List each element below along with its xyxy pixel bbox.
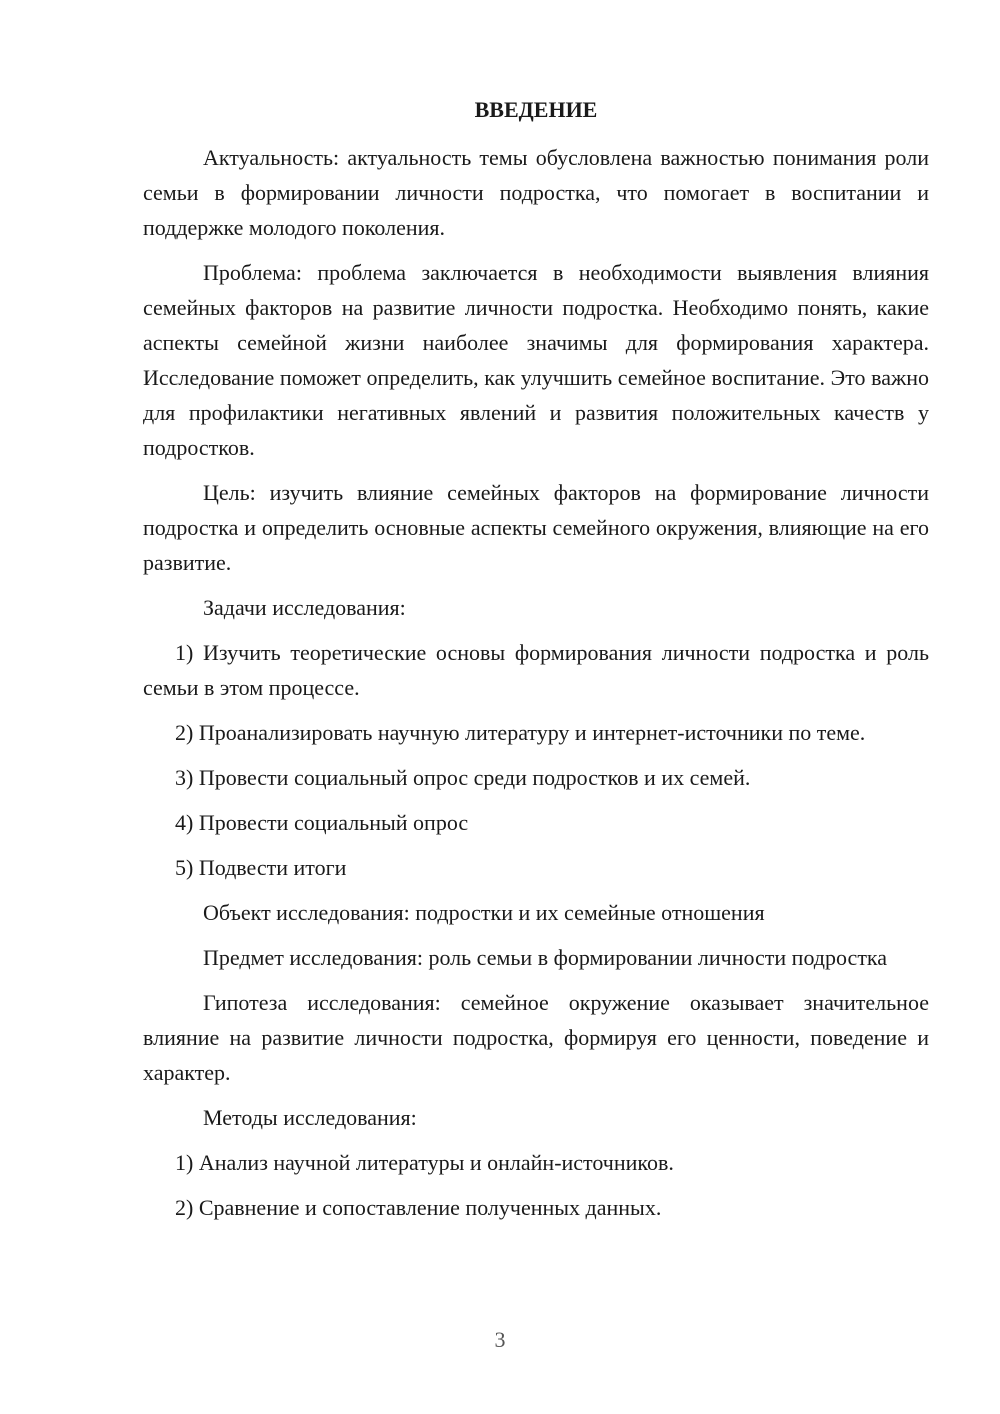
- page-content: [143, 92, 929, 1235]
- list-item: 5) Подвести итоги: [175, 855, 347, 880]
- paragraph-methods-heading: Методы исследования:: [203, 1105, 417, 1130]
- list-item: 1) Изучить теоретические основы формирования личности подростка и роль семьи в этом процессе.: [143, 640, 929, 700]
- section-title: ВВЕДЕНИЕ: [474, 97, 598, 122]
- paragraph-object: Объект исследования: подростки и их семейные отношения: [203, 900, 765, 925]
- list-item: 2) Сравнение и сопоставление полученных данных.: [175, 1195, 662, 1220]
- list-item: 2) Проанализировать научную литературу и интернет-источники по теме.: [175, 720, 866, 745]
- paragraph-goal: Цель: изучить влияние семейных факторов на формирование личности подростка и определить основные аспекты семейного окружения, влияющие на его развитие.: [143, 480, 929, 575]
- list-item: 4) Провести социальный опрос: [175, 810, 469, 835]
- paragraph-problem: Проблема: проблема заключается в необходимости выявления влияния семейных факторов на развитие личности подростка. Необходимо понять, какие аспекты семейной жизни наиболее значимы для формирования характера. Исследование поможет определить, как улучшить семейное воспитание. Это важно для профилактики негативных явлений и развития положительных качеств у подростков.: [143, 260, 929, 460]
- paragraph-relevance: Актуальность: актуальность темы обусловлена важностью понимания роли семьи в формировании личности подростка, что помогает в воспитании и поддержке молодого поколения.: [143, 145, 929, 240]
- paragraph-hypothesis: Гипотеза исследования: семейное окружение оказывает значительное влияние на развитие личности подростка, формируя его ценности, поведение и характер.: [143, 990, 929, 1085]
- list-item: 1) Анализ научной литературы и онлайн-источников.: [175, 1150, 674, 1175]
- paragraph-subject: Предмет исследования: роль семьи в формировании личности подростка: [203, 945, 888, 970]
- page-number: 3: [494, 1327, 506, 1352]
- list-item: 3) Провести социальный опрос среди подростков и их семей.: [175, 765, 751, 790]
- paragraph-tasks-heading: Задачи исследования:: [203, 595, 406, 620]
